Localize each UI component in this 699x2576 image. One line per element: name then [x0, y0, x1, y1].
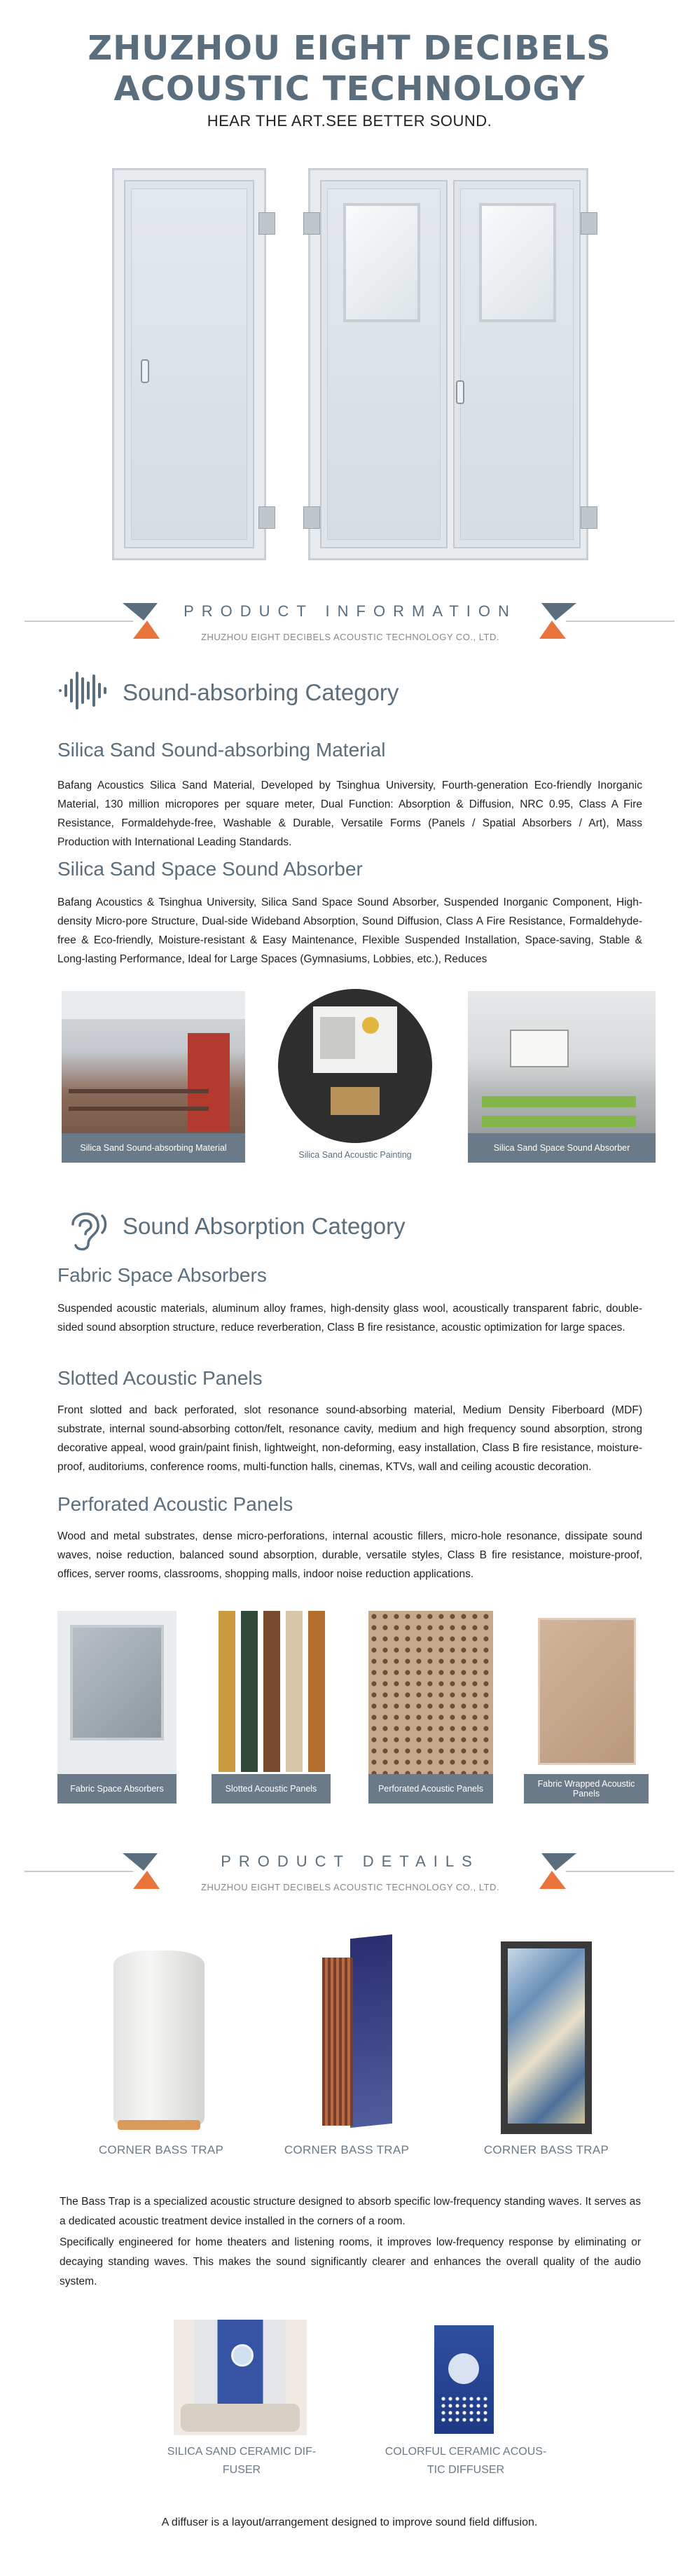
company-subtitle: ZHUZHOU EIGHT DECIBELS ACOUSTIC TECHNOLOGY CO., LTD. [201, 632, 499, 642]
subheading: Silica Sand Space Sound Absorber [57, 858, 363, 880]
left-triangle-icon [119, 1850, 161, 1892]
paragraph: Specifically engineered for home theaters and listening rooms, it improves low-frequency response by eliminating or decaying standing waves. This makes the sound significantly clearer and enhances the overall quality of the audio system. [60, 2236, 641, 2287]
subheading: Fabric Space Absorbers [57, 1264, 267, 1286]
bass-trap-white [113, 1944, 205, 2133]
paragraph: Bafang Acoustics & Tsinghua University, Silica Sand Space Sound Absorber, Suspended Inorganic Component, High-density Micro-pore Structure, Dual-side Wideband Absorption, Sound Diffusion, Class A Fire Resistance, Formaldehyde-free & Eco-friendly, Moisture-resistant & Easy Maintenance, Flexible Suspended Installation, Space-saving, Stable & Long-lasting Performance, Ideal for Large Spaces (Gymnasiums, Lobbies, etc.), Reduces [57, 896, 642, 965]
photo-perforated-panel [368, 1611, 493, 1803]
door-handle [456, 380, 464, 404]
paragraph: Suspended acoustic materials, aluminum alloy frames, high-density glass wool, acoustically transparent fabric, double-sided sound absorption structure, reduce reverberation, Class B fire resistance, acoustic optimization for large spaces. [57, 1303, 642, 1334]
product-caption: CORNER BASS TRAP [98, 2143, 224, 2156]
tagline: HEAR THE ART.SEE BETTER SOUND. [207, 112, 492, 130]
company-subtitle: ZHUZHOU EIGHT DECIBELS ACOUSTIC TECHNOLOGY CO., LTD. [201, 1882, 499, 1892]
photo-caption: Silica Sand Acoustic Painting [298, 1150, 412, 1160]
photo-acoustic-painting [278, 989, 432, 1143]
photo-caption: Silica Sand Space Sound Absorber [468, 1133, 656, 1163]
product-caption: CORNER BASS TRAP [284, 2143, 410, 2156]
company-title: ZHUZHOU EIGHT DECIBELS ACOUSTIC TECHNOLOGY [88, 29, 611, 109]
section-title: PRODUCT DETAILS [221, 1853, 480, 1870]
subheading: Perforated Acoustic Panels [57, 1493, 293, 1515]
photo-caption: Fabric Space Absorbers [57, 1774, 177, 1803]
product-caption: SILICA SAND CERAMIC DIF- FUSER [167, 2446, 317, 2476]
paragraph: Bafang Acoustics Silica Sand Material, Developed by Tsinghua University, Fourth-generation Eco-friendly Inorganic Material, 130 million micropores per square meter, Dual Function: Absorption & Diffusion, NRC 0.95, Class A Fire Resistance, Formaldehyde-free, Washable & Durable, Versatile Forms (Panels / Spatial Absorbers / Art), Mass Production with International Leading Standards. [57, 780, 642, 848]
product-details-banner [0, 1846, 699, 1909]
paragraph: Front slotted and back perforated, slot resonance sound-absorbing material, Medium Density Fiberboard (MDF) substrate, internal sound-absorbing cotton/felt, resonance cavity, medium and high frequency sound absorption, strong decorative appeal, wood grain/paint finish, lightweight, non-deforming, easy installation, Class B fire resistance, moisture-proof, auditoriums, conference rooms, multi-function halls, cinemas, KTVs, wall and ceiling acoustic decoration. [57, 1404, 642, 1473]
bass-trap-sample-book [315, 1937, 392, 2136]
hinge-icon [303, 212, 320, 235]
product-caption: COLORFUL CERAMIC ACOUS- TIC DIFFUSER [385, 2446, 547, 2476]
left-triangle-icon [119, 600, 161, 642]
hinge-icon [258, 506, 275, 529]
photo-caption: Slotted Acoustic Panels [212, 1774, 331, 1803]
product-caption: CORNER BASS TRAP [483, 2143, 609, 2156]
door-handle [141, 359, 149, 383]
ear-icon [62, 1203, 112, 1252]
diffuser-description: A diffuser is a layout/arrangement designed to improve sound field diffusion. [161, 2516, 538, 2528]
hinge-icon [581, 212, 597, 235]
section-title: PRODUCT INFORMATION [184, 602, 517, 620]
hinge-icon [258, 212, 275, 235]
paragraph: Wood and metal substrates, dense micro-perforations, internal acoustic fillers, micro-hole resonance, dissipate sound waves, noise reduction, balanced sound absorption, durable, versatile styles, Class B fire resistance, moisture-proof, offices, server rooms, classrooms, shopping malls, indoor noise reduction applications. [57, 1530, 642, 1580]
photo-slotted-panel [212, 1611, 331, 1803]
door-window [479, 203, 556, 322]
subheading: Silica Sand Sound-absorbing Material [57, 739, 386, 761]
product-information-banner [0, 595, 699, 658]
category-title: Sound Absorption Category [123, 1213, 406, 1239]
category-title: Sound-absorbing Category [123, 679, 399, 705]
photo-fabric-wrapped-panel [524, 1611, 649, 1803]
photo-fabric-absorber [57, 1611, 177, 1803]
single-door [112, 168, 266, 560]
hinge-icon [303, 506, 320, 529]
double-door [308, 168, 588, 560]
right-triangle-icon [538, 1850, 580, 1892]
hinge-icon [581, 506, 597, 529]
bass-trap-art-panel [501, 1941, 592, 2134]
photo-classroom [468, 991, 656, 1163]
sound-wave-icon [57, 669, 111, 712]
door-window [343, 203, 420, 322]
subheading: Slotted Acoustic Panels [57, 1367, 263, 1389]
diffuser-silica-sand [174, 2320, 307, 2435]
door-illustration [98, 161, 602, 574]
photo-caption: Perforated Acoustic Panels [368, 1774, 493, 1803]
right-triangle-icon [538, 600, 580, 642]
photo-caption: Fabric Wrapped Acoustic Panels [524, 1774, 649, 1803]
photo-lecture-hall [62, 991, 245, 1163]
photo-caption: Silica Sand Sound-absorbing Material [62, 1133, 245, 1163]
diffuser-colorful-ceramic [434, 2325, 494, 2434]
paragraph: The Bass Trap is a specialized acoustic structure designed to absorb specific low-frequency standing waves. It serves as a dedicated acoustic treatment device installed in the corners of a room. [60, 2196, 641, 2227]
